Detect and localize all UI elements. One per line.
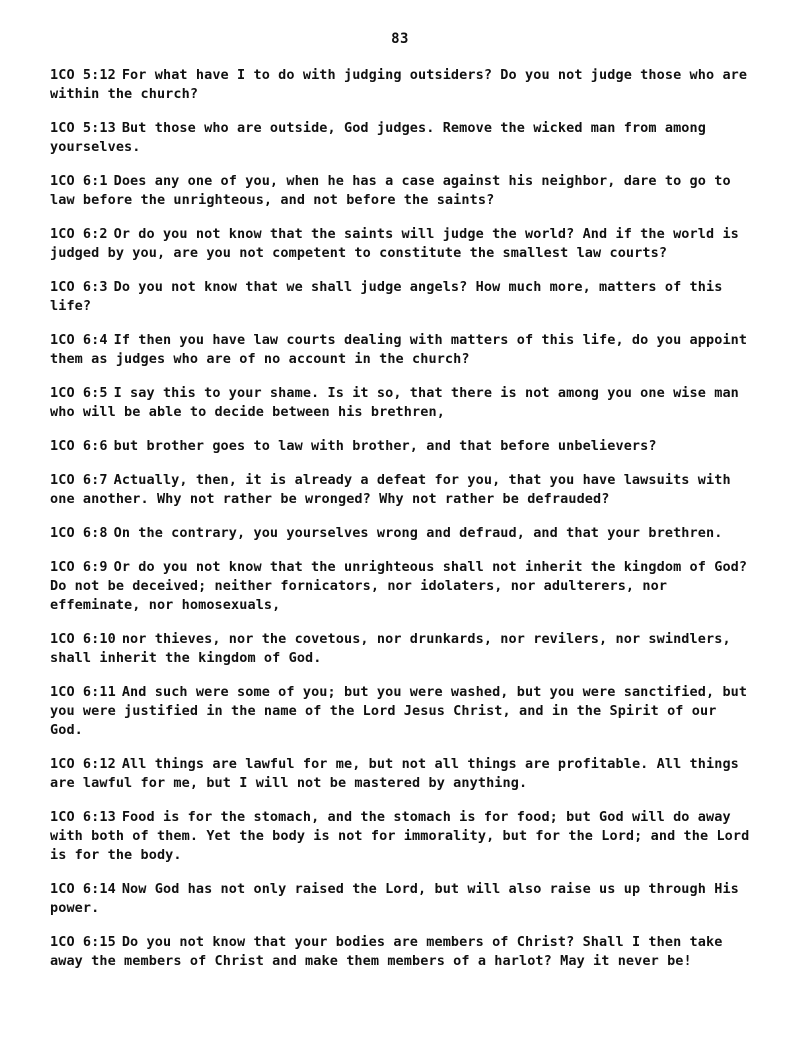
verse-reference: 1CO 6:15 (50, 934, 116, 950)
page-number: 83 (391, 31, 409, 47)
verse-reference: 1CO 6:12 (50, 756, 116, 772)
verse-entry (50, 630, 750, 668)
verse-entry (50, 384, 750, 422)
verse-text: If then you have law courts dealing with matters of this life, do you appoint them as judges who are of no account in the church? (50, 332, 748, 367)
verse-text: Does any one of you, when he has a case against his neighbor, dare to go to law before the unrighteous, and not before the saints? (50, 173, 731, 208)
verse-text: For what have I to do with judging outsiders? Do you not judge those who are within the church? (50, 67, 748, 102)
verse-entry (50, 437, 750, 456)
verse-entry (50, 66, 750, 104)
verse-entry (50, 524, 750, 543)
verse-entry (50, 119, 750, 157)
verse-text: And such were some of you; but you were washed, but you were sanctified, but you were justified in the name of the Lord Jesus Christ, and in the Spirit of our God. (50, 684, 748, 738)
verse-text: Or do you not know that the saints will judge the world? And if the world is judged by you, are you not competent to constitute the smallest law courts? (50, 226, 739, 261)
verse-list (50, 66, 750, 986)
verse-text: Now God has not only raised the Lord, but will also raise us up through His power. (50, 881, 739, 916)
verse-reference: 1CO 6:9 (50, 559, 108, 575)
verse-text: Do you not know that we shall judge angels? How much more, matters of this life? (50, 279, 723, 314)
verse-reference: 1CO 6:7 (50, 472, 108, 488)
verse-entry (50, 683, 750, 740)
verse-reference: 1CO 5:13 (50, 120, 116, 136)
verse-reference: 1CO 6:3 (50, 279, 108, 295)
verse-reference: 1CO 6:13 (50, 809, 116, 825)
verse-reference: 1CO 6:10 (50, 631, 116, 647)
verse-reference: 1CO 6:11 (50, 684, 116, 700)
verse-entry (50, 331, 750, 369)
verse-reference: 1CO 6:8 (50, 525, 108, 541)
verse-text: On the contrary, you yourselves wrong and defraud, and that your brethren. (113, 525, 723, 541)
verse-text: Do you not know that your bodies are members of Christ? Shall I then take away the members of Christ and make them members of a harlot? May it never be! (50, 934, 723, 969)
verse-text: But those who are outside, God judges. Remove the wicked man from among yourselves. (50, 120, 706, 155)
verse-text: I say this to your shame. Is it so, that there is not among you one wise man who will be able to decide between his brethren, (50, 385, 739, 420)
verse-text: All things are lawful for me, but not all things are profitable. All things are lawful for me, but I will not be mastered by anything. (50, 756, 739, 791)
verse-entry (50, 471, 750, 509)
verse-reference: 1CO 6:1 (50, 173, 108, 189)
verse-reference: 1CO 5:12 (50, 67, 116, 83)
verse-entry (50, 880, 750, 918)
verse-reference: 1CO 6:2 (50, 226, 108, 242)
verse-reference: 1CO 6:6 (50, 438, 108, 454)
verse-text: Or do you not know that the unrighteous shall not inherit the kingdom of God? Do not be deceived; neither fornicators, nor idolaters, nor adulterers, nor effeminate, nor homosexuals, (50, 559, 748, 613)
verse-text: Food is for the stomach, and the stomach is for food; but God will do away with both of them. Yet the body is not for immorality, but for the Lord; and the Lord is for the body. (50, 809, 750, 863)
verse-text: nor thieves, nor the covetous, nor drunkards, nor revilers, nor swindlers, shall inherit the kingdom of God. (50, 631, 731, 666)
verse-text: but brother goes to law with brother, and that before unbelievers? (113, 438, 657, 454)
verse-entry (50, 808, 750, 865)
verse-entry (50, 933, 750, 971)
verse-entry (50, 225, 750, 263)
verse-entry (50, 558, 750, 615)
verse-entry (50, 278, 750, 316)
verse-entry (50, 172, 750, 210)
verse-entry (50, 755, 750, 793)
verse-reference: 1CO 6:14 (50, 881, 116, 897)
verse-reference: 1CO 6:5 (50, 385, 108, 401)
verse-reference: 1CO 6:4 (50, 332, 108, 348)
verse-text: Actually, then, it is already a defeat for you, that you have lawsuits with one another. Why not rather be wronged? Why not rather be defrauded? (50, 472, 731, 507)
